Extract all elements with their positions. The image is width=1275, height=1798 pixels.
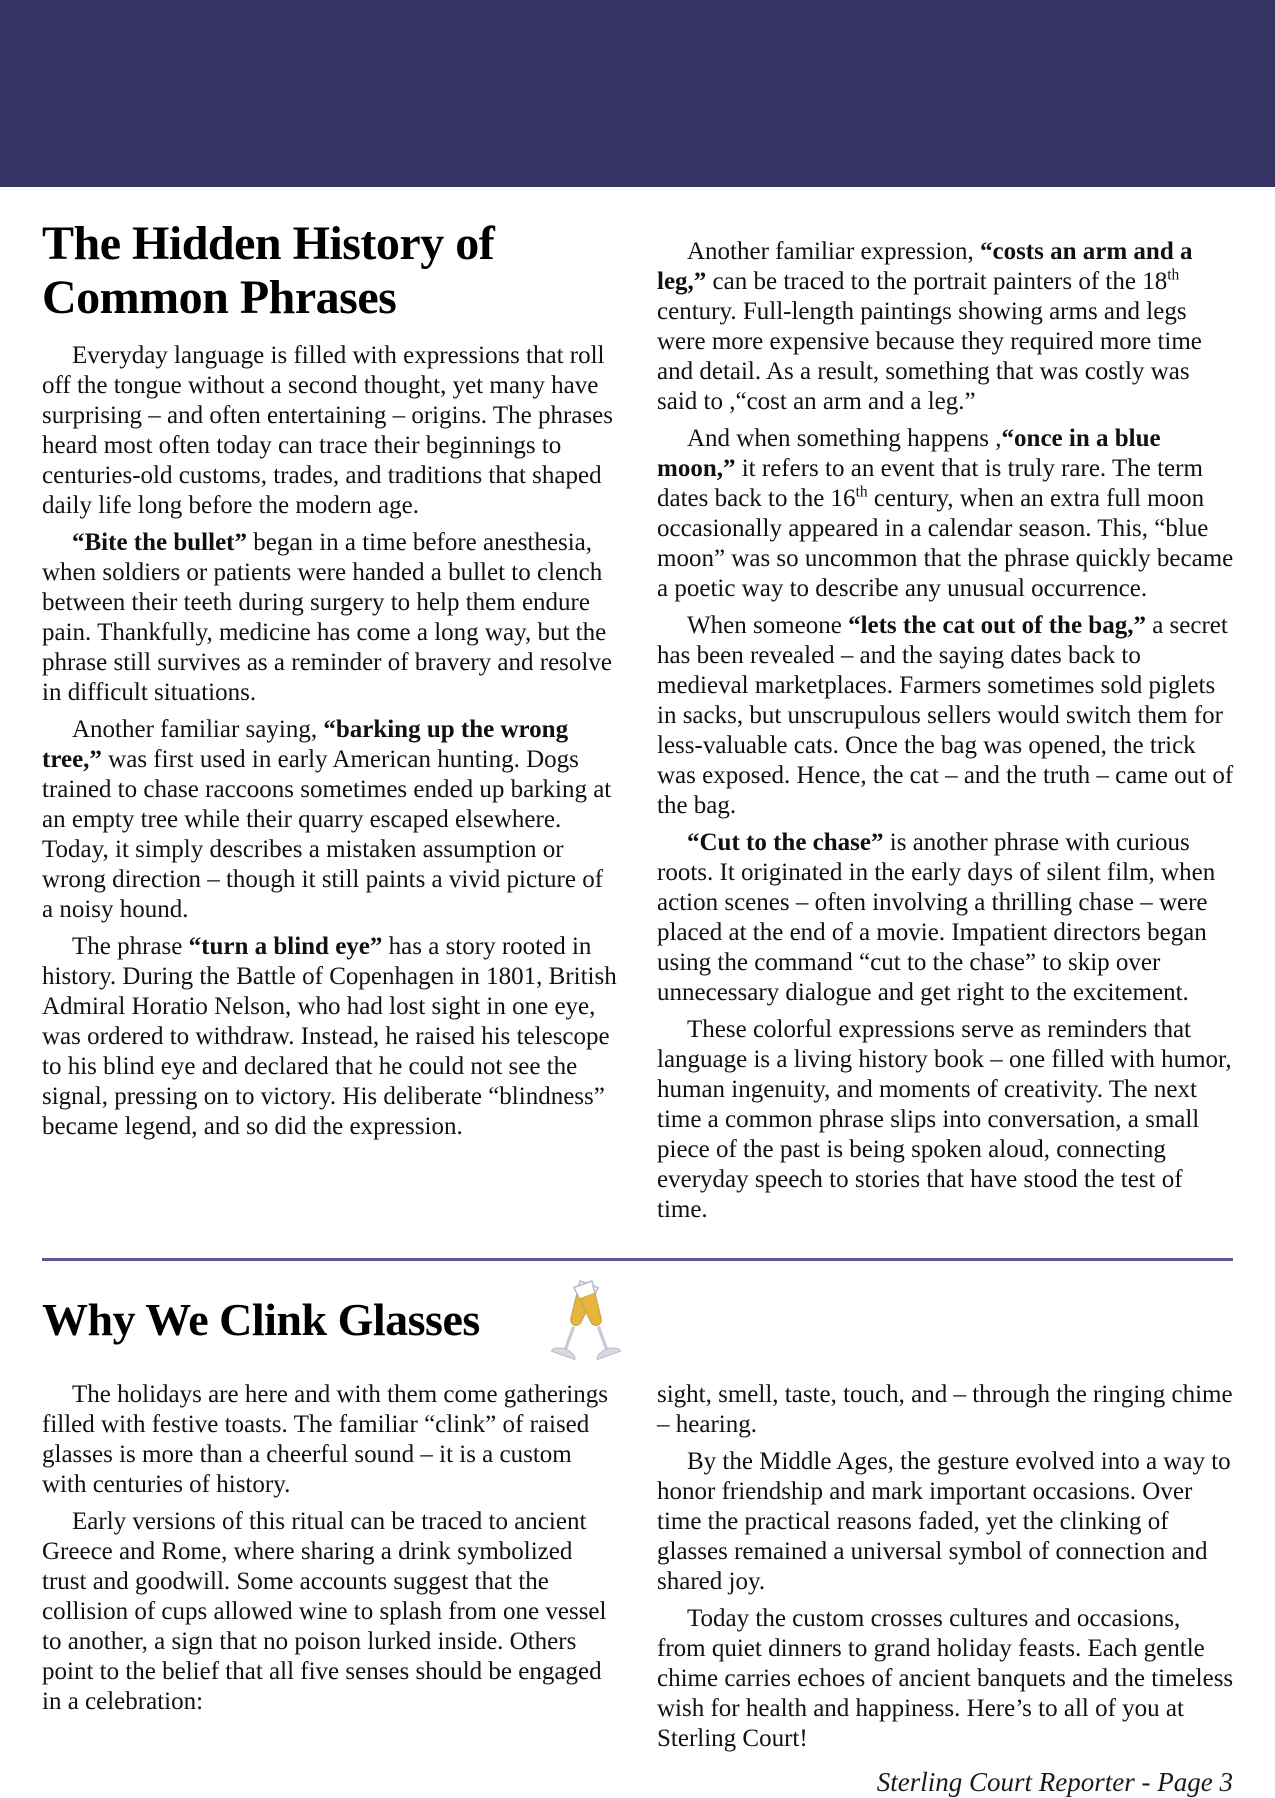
paragraph: Today the custom crosses cultures and occasions, from quiet dinners to grand holiday feasts. Each gentle chime carries echoes of ancient banquets and the timeless wish for health and happiness. Here’s to all of you at Sterling Court! — [657, 1605, 1234, 1752]
article2-right-column — [657, 1380, 1234, 1761]
paragraph: Another familiar expression, “costs an arm and a leg,” can be traced to the portrait painters of the 18th century. Full-length paintings showing arms and legs were more expensive because they required more time and detail. As a result, something that was costly was said to ,“cost an arm and a leg.” — [657, 238, 1202, 415]
paragraph: The phrase “turn a blind eye” has a story rooted in history. During the Battle of Copenhagen in 1801, British Admiral Horatio Nelson, who had lost sight in one eye, was ordered to withdraw. Instead, he raised his telescope to his blind eye and declared that he could not see the signal, pressing on to victory. His deliberate “blindness” became legend, and so did the expression. — [42, 932, 617, 1140]
page-content — [0, 187, 1275, 1761]
paragraph: “Bite the bullet” began in a time before anesthesia, when soldiers or patients were handed a bullet to clench between their teeth during surgery to help them endure pain. Thankfully, medicine has come a long way, but the phrase still survives as a reminder of bravery and resolve in difficult situations. — [42, 528, 612, 706]
article2-header — [42, 1283, 1233, 1370]
page-footer: Sterling Court Reporter - Page 3 — [876, 1767, 1233, 1797]
paragraph: “Cut to the chase” is another phrase with curious roots. It originated in the early days of silent film, when action scenes – often involving a thrilling chase – were placed at the end of a movie. Impatient directors began using the command “cut to the chase” to skip over unnecessary dialogue and get right to the excitement. — [657, 829, 1216, 1006]
article2-body — [42, 1380, 1233, 1761]
article1-left-body — [42, 341, 619, 1142]
paragraph: When someone “lets the cat out of the bag,” a secret has been revealed – and the saying dates back to medieval marketplaces. Farmers sometimes sold piglets in sacks, but unscrupulous sellers would switch them for less-valuable cats. Once the bag was opened, the trick was exposed. Hence, the cat – and the truth – came out of the bag. — [657, 612, 1234, 819]
article-clink-glasses — [42, 1283, 1233, 1761]
paragraph: By the Middle Ages, the gesture evolved into a way to honor friendship and mark important occasions. Over time the practical reasons faded, yet the clinking of glasses remained a universal symbol of connection and shared joy. — [657, 1448, 1231, 1595]
article1-left-column — [42, 187, 619, 1232]
article1-right-column — [657, 187, 1234, 1232]
paragraph: sight, smell, taste, touch, and – through the ringing chime – hearing. — [657, 1381, 1233, 1438]
paragraph: The holidays are here and with them come gatherings filled with festive toasts. The familiar “clink” of raised glasses is more than a cheerful sound – it is a custom with centuries of history. — [42, 1381, 608, 1498]
masthead-band — [0, 0, 1275, 187]
paragraph: These colorful expressions serve as reminders that language is a living history book – one filled with humor, human ingenuity, and moments of creativity. The next time a common phrase slips into conversation, a small piece of the past is being spoken aloud, connecting everyday speech to stories that have stood the test of time. — [657, 1016, 1232, 1223]
section-divider — [42, 1258, 1233, 1261]
paragraph: Everyday language is filled with expressions that roll off the tongue without a second thought, yet many have surprising – and often entertaining – origins. The phrases heard most often today can trace their beginnings to centuries-old customs, trades, and traditions that shaped daily life long before the modern age. — [42, 341, 613, 519]
clinking-glasses-icon — [538, 1273, 634, 1370]
article-hidden-history — [42, 187, 1233, 1232]
paragraph: And when something happens ,“once in a blue moon,” it refers to an event that is truly rare. The term dates back to the 16th century, when an extra full moon occasionally appeared in a calendar season. This, “blue moon” was so uncommon that the phrase quickly became a poetic way to describe any unusual occurrence. — [657, 425, 1234, 602]
paragraph: Early versions of this ritual can be traced to ancient Greece and Rome, where sharing a drink symbolized trust and goodwill. Some accounts suggest that the collision of cups allowed wine to splash from one vessel to another, a sign that no poison lurked inside. Others point to the belief that all five senses should be engaged in a celebration: — [42, 1508, 607, 1715]
article2-left-column — [42, 1380, 619, 1761]
article2-title: Why We Clink Glasses — [42, 1294, 480, 1345]
paragraph: Another familiar saying, “barking up the wrong tree,” was first used in early American hunting. Dogs trained to chase raccoons sometimes ended up barking at an empty tree while their quarry escaped elsewhere. Today, it simply describes a mistaken assumption or wrong direction – though it still paints a vivid picture of a noisy hound. — [42, 715, 612, 923]
article1-title: The Hidden History of Common Phrases — [42, 217, 495, 324]
